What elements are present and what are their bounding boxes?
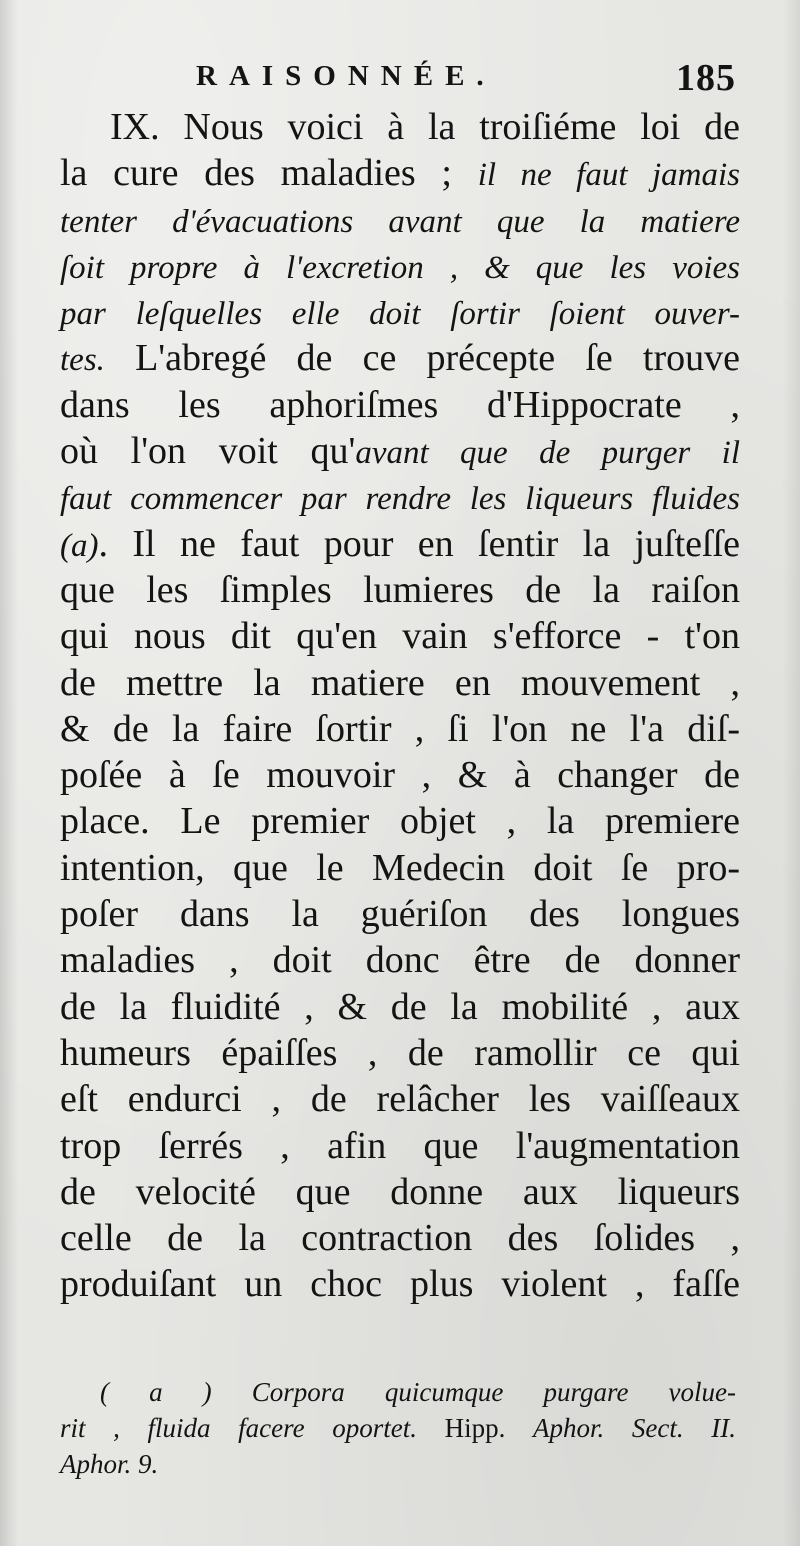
body-line <box>60 289 740 335</box>
page-right-edge-shadow <box>782 0 800 1546</box>
footnote-line <box>60 1410 736 1446</box>
body-line <box>60 1215 740 1261</box>
body-text-segment: poſée à ſe mouvoir , & à changer de <box>60 754 740 797</box>
body-line <box>60 1261 740 1307</box>
body-text-segment: tenter d'évacuations avant que la matiere <box>60 203 740 240</box>
body-text-segment: & de la faire ſortir , ſi l'on ne l'a diſ- <box>60 707 740 750</box>
body-line <box>60 104 740 150</box>
footnote <box>60 1374 736 1482</box>
body-line <box>60 937 740 983</box>
body-text-segment: trop ſerrés , afin que l'augmentation <box>60 1124 740 1167</box>
body-line <box>60 382 740 428</box>
body-text-segment: eſt endurci , de relâcher les vaiſſeaux <box>60 1078 740 1121</box>
body-text-segment: de mettre la matiere en mouvement , <box>60 661 740 704</box>
body-line <box>60 428 740 474</box>
body-text-segment: la cure des maladies ; <box>60 152 478 195</box>
page-left-edge-shadow <box>0 0 18 1546</box>
footnote-text-segment: Aphor. 9. <box>60 1449 159 1479</box>
body-line <box>60 706 740 752</box>
body-line <box>60 1123 740 1169</box>
page-number: 185 <box>676 57 736 99</box>
body-text-segment: il ne faut jamais <box>477 157 740 194</box>
body-text-segment: de velocité que donne aux liqueurs <box>60 1170 740 1213</box>
body-line <box>60 521 740 567</box>
body-line <box>60 845 740 891</box>
body-text-segment: que les ſimples lumieres de la raiſon <box>60 568 740 611</box>
body-line <box>60 474 740 520</box>
body-text-segment: de la fluidité , & de la mobilité , aux <box>60 985 740 1028</box>
body-line <box>60 613 740 659</box>
running-head <box>196 56 736 100</box>
body-text-segment: poſer dans la guériſon des longues <box>60 893 740 936</box>
body-text-segment: produiſant un choc plus violent , faſſe <box>60 1263 740 1306</box>
body-line <box>60 197 740 243</box>
body-text-segment: ſoit propre à l'excretion , & que les voies <box>60 249 740 286</box>
body-text-segment: celle de la contraction des ſolides , <box>60 1217 740 1260</box>
body-text-segment: avant que de purger il <box>355 435 740 472</box>
body-line <box>60 984 740 1030</box>
body-text <box>60 104 740 1308</box>
running-title: RAISONNÉE. <box>196 60 496 92</box>
body-line <box>60 243 740 289</box>
body-text-segment: dans les aphoriſmes d'Hippocrate , <box>60 383 740 426</box>
body-line <box>60 567 740 613</box>
body-text-segment: faut commencer par rendre les liqueurs fluides <box>60 481 740 518</box>
body-text-segment: place. Le premier objet , la premiere <box>60 800 740 843</box>
body-text-segment: intention, que le Medecin doit ſe pro- <box>60 846 740 889</box>
body-line <box>60 1169 740 1215</box>
body-line <box>60 1030 740 1076</box>
body-text-segment: par leſquelles elle doit ſortir ſoient ouver- <box>60 296 740 333</box>
body-line <box>60 891 740 937</box>
body-text-segment: . Il ne faut pour en ſentir la juſteſſe <box>98 522 740 565</box>
body-line <box>60 335 740 381</box>
body-line <box>60 660 740 706</box>
body-text-segment: où l'on voit qu' <box>60 430 356 473</box>
body-line <box>60 798 740 844</box>
body-text-segment: (a) <box>60 527 99 564</box>
footnote-text-segment: rit , fluida facere oportet. <box>60 1413 417 1443</box>
footnote-text-segment: Hipp. <box>417 1413 534 1443</box>
body-line <box>60 1076 740 1122</box>
footnote-text-segment: Aphor. Sect. II. <box>533 1413 736 1443</box>
body-text-segment: L'abregé de ce précepte ſe trouve <box>104 337 740 380</box>
footnote-line <box>60 1374 736 1410</box>
body-text-segment: humeurs épaiſſes , de ramollir ce qui <box>60 1031 740 1074</box>
footnote-text-segment: ( a ) Corpora quicumque purgare volue- <box>100 1377 736 1407</box>
body-text-segment: IX. Nous voici à la troiſiéme loi de <box>110 106 740 148</box>
body-text-segment: tes. <box>60 342 105 379</box>
footnote-line <box>60 1446 736 1482</box>
body-text-segment: maladies , doit donc être de donner <box>60 939 740 982</box>
body-text-segment: qui nous dit qu'en vain s'efforce - t'on <box>60 615 740 658</box>
body-line <box>60 752 740 798</box>
body-line <box>60 150 740 196</box>
